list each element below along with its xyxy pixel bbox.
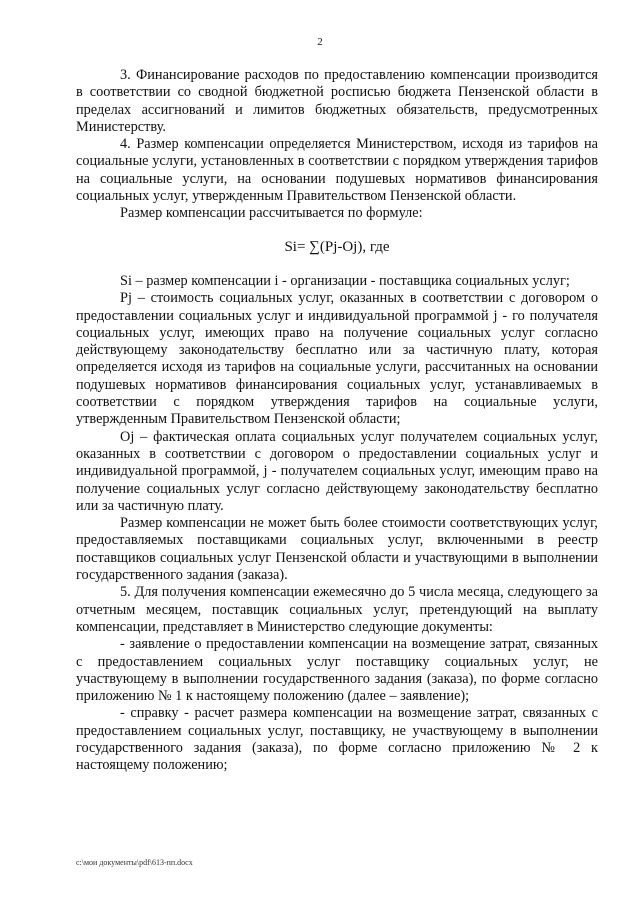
paragraph-documents: 5. Для получения компенсации ежемесячно до 5 числа месяца, следующего за отчетным месяцем, поставщик социальных услуг, претендующий на выплату компенсации, представляет в Министерство следующие документы: [76, 584, 598, 635]
paragraph-formula-intro: Размер компенсации рассчитывается по формуле: [120, 205, 423, 222]
paragraph-compensation-limit: Размер компенсации не может быть более стоимости соответствующих услуг, предоставляемых поставщиками социальных услуг, включенными в реестр поставщиков социальных услуг Пензенской области и участвующими в выполнении государственного задания (заказа). [76, 515, 598, 584]
definition-si: Si – размер компенсации i - организации - поставщика социальных услуг; [120, 272, 570, 289]
definition-oj: Oj – фактическая оплата социальных услуг получателем социальных услуг, оказанных в соответствии с договором о предоставлении социальных услуг и индивидуальной программой, j - получателем социальных услуг, имеющим право на получение социальных услуг согласно действующему законодательству бесплатно или за частичную плату. [76, 428, 598, 514]
document-body [76, 67, 598, 775]
formula: Si= ∑(Pj-Oj), где [284, 238, 390, 255]
paragraph-compensation-size: 4. Размер компенсации определяется Министерством, исходя из тарифов на социальные услуги, установленных в соответствии с порядком утверждения тарифов на социальные услуги, на основании подушевых нормативов финансирования социальных услуг, утвержденным Правительством Пензенской области. [76, 136, 598, 205]
footer-file-path: c:\мои документы\pdf\613-пп.docx [76, 858, 193, 867]
page-number: 2 [317, 36, 323, 48]
paragraph-financing: 3. Финансирование расходов по предоставлению компенсации производится в соответствии со сводной бюджетной росписью бюджета Пензенской области в пределах ассигнований и лимитов бюджетных обязательств, предусмотренных Министерству. [76, 67, 598, 135]
definition-pj: Pj – стоимость социальных услуг, оказанных в соответствии с договором о предоставлении социальных услуг и индивидуальной программой j - го получателя социальных услуг, имеющих право на получение социальных услуг согласно действующему законодательству бесплатно или за частичную плату, которая определяется исходя из тарифов на социальные услуги, рассчитанных на основании подушевых нормативов финансирования социальных услуг, устанавливаемых в соответствии с порядком утверждения тарифов на социальные услуги, утвержденным Правительством Пензенской области; [76, 290, 598, 428]
list-item-application: - заявление о предоставлении компенсации на возмещение затрат, связанных с предоставлением социальных услуг поставщику социальных услуг, не участвующему в выполнении государственного задания (заказа), по форме согласно приложению № 1 к настоящему положению (далее – заявление); [76, 636, 598, 705]
list-item-calculation: - справку - расчет размера компенсации на возмещение затрат, связанных с предоставлением социальных услуг, поставщику, не участвующему в выполнении государственного задания (заказа), по форме согласно приложению № 2 к настоящему положению; [76, 705, 598, 774]
